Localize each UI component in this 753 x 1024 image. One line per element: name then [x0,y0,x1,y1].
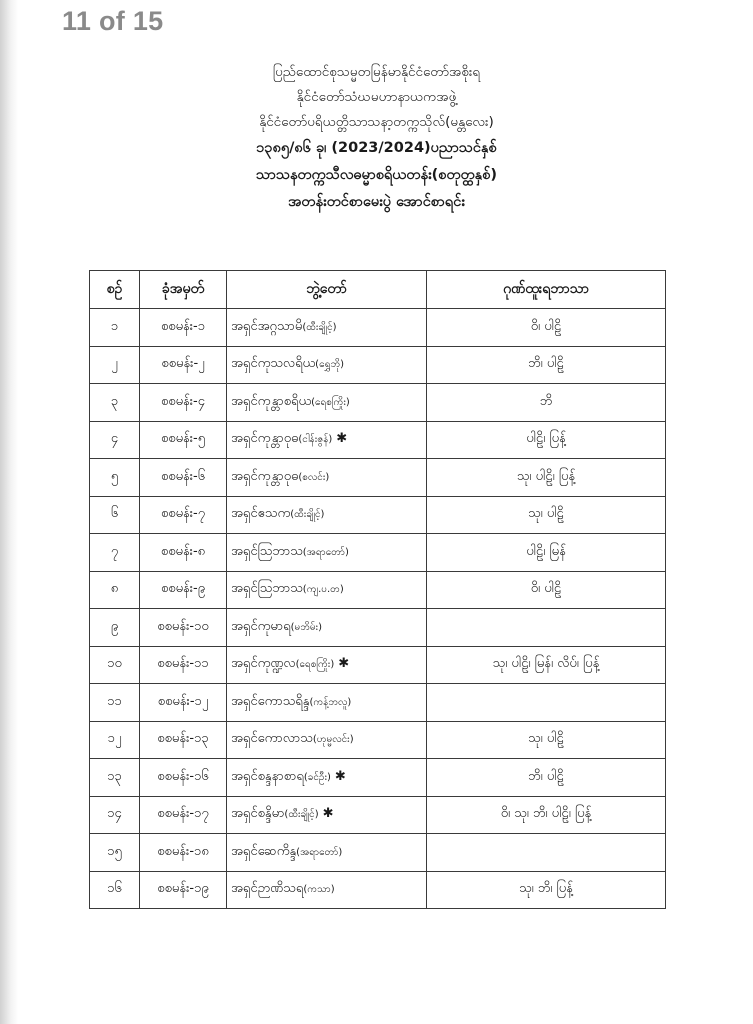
distinction-subjects [427,834,666,872]
monk-name: အရှင်ဩဘာသ [231,581,303,597]
monastery-place: (အရာတော်) [302,546,349,558]
distinction-subjects: ပါဠိ၊ မြန် [427,534,666,572]
table-row [90,796,666,834]
roll-number: စစမန်း-၁ [140,309,227,347]
monk-name: အရှင်ဩဘာသ [231,543,303,559]
distinction-subjects: သု၊ ပါဠိ၊ မြန်၊ လိပ်၊ ပြန့် [427,646,666,684]
monastery-place: (အရာတော်) [296,846,343,858]
serial-number: ၃ [90,384,140,422]
table-row [90,646,666,684]
distinction-subjects [427,684,666,722]
monk-name: အရှင်ကောလာသ [231,731,313,747]
monastery-place: (ရေစကြိုး) [295,659,335,671]
monk-name-cell [227,834,427,872]
monk-name: အရှင်ဉာဏိသရ [231,881,304,897]
monk-name: အရှင်ကုန္တာဝုဓ [231,468,299,484]
serial-number: ၇ [90,534,140,572]
table-row [90,384,666,422]
serial-number: ၅ [90,459,140,497]
monastery-place: (ကန့်ဘလူ) [309,696,352,708]
heading-exam-results: အတန်းတင်စာမေးပွဲ အောင်စာရင်း [288,194,465,210]
monastery-place: (ခင်ဦး) [303,771,331,783]
header-distinction-subjects: ဂုဏ်ထူးရဘာသာ [427,271,666,309]
page-counter: 11 of 15 [62,6,164,36]
header-monk-name: ဘွဲ့တော် [227,271,427,309]
monk-name: အရှင်အဂ္ဂသာမိ [231,318,303,334]
table-row [90,609,666,647]
monk-name-cell [227,684,427,722]
monastery-place: (ငါန်းဇွန်) [298,434,333,446]
table-header-row [90,271,666,309]
serial-number: ၉ [90,609,140,647]
star-mark-icon: ✱ [336,431,348,447]
monastery-place: (ကသာ) [303,884,335,896]
serial-number: ၁၀ [90,646,140,684]
roll-number: စစမန်း-၂ [140,346,227,384]
monastery-place: (ထီးချိုင့်) [284,809,319,821]
monk-name: အရှင်ကုဏ္ဍလ [231,656,296,672]
table-row [90,346,666,384]
roll-number: စစမန်း-၁၆ [140,759,227,797]
serial-number: ၄ [90,421,140,459]
roll-number: စစမန်း-၁၀ [140,609,227,647]
roll-number: စစမန်း-၁၈ [140,834,227,872]
distinction-subjects: ဝိ၊ ပါဠိ [427,309,666,347]
monk-name-cell [227,571,427,609]
monastery-place: (စလင်း) [298,471,330,483]
monk-name-cell [227,759,427,797]
distinction-subjects: ပါဠိ၊ ပြန့် [427,421,666,459]
table-row [90,496,666,534]
roll-number: စစမန်း-၅ [140,421,227,459]
monk-name-cell [227,609,427,647]
monk-name: အရှင်ကုန္တာဝုဓ [231,431,299,447]
monk-name: အရှင်ကုသလရိယ [231,356,316,372]
monastery-place: (ထီးချိုင့်) [302,321,337,333]
star-mark-icon: ✱ [322,806,334,822]
monk-name-cell [227,496,427,534]
distinction-subjects: ဘိ၊ ပါဠိ [427,759,666,797]
roll-number: စစမန်း-၈ [140,534,227,572]
header-roll-number: ခုံအမှတ် [140,271,227,309]
serial-number: ၁၂ [90,721,140,759]
roll-number: စစမန်း-၇ [140,496,227,534]
monastery-place: (ရေစကြိုး) [311,396,350,408]
monk-name-cell [227,721,427,759]
serial-number: ၂ [90,346,140,384]
monk-name-cell [227,871,427,909]
serial-number: ၈ [90,571,140,609]
serial-number: ၁၁ [90,684,140,722]
header-serial-number: စဉ် [90,271,140,309]
monk-name-cell [227,534,427,572]
roll-number: စစမန်း-၁၉ [140,871,227,909]
star-mark-icon: ✱ [338,656,350,672]
heading-government: ပြည်ထောင်စုသမ္မတမြန်မာနိုင်ငံတော်အစိုးရ [272,64,481,80]
monk-name: အရှင်စန္ဒိမာ [231,806,285,822]
distinction-subjects: သု၊ ပါဠိ၊ ပြန့် [427,459,666,497]
table-row [90,721,666,759]
table-row [90,684,666,722]
serial-number: ၆ [90,496,140,534]
heading-university: နိုင်ငံတော်ပရိယတ္တိသာသနာ့တက္ကသိုလ်(မန္တလေး) [259,114,494,130]
monastery-place: (မဘိမ်း) [290,621,322,633]
table-row [90,309,666,347]
table-row [90,759,666,797]
heading-academic-year: ၁၃၈၅/၈၆ ခု၊ (2023/2024)ပညာသင်နှစ် [256,140,497,156]
roll-number: စစမန်း-၆ [140,459,227,497]
roll-number: စစမန်း-၄ [140,384,227,422]
monastery-place: (ရွှေဘို) [315,359,344,371]
monk-name: အရှင်ကုမာရ [231,618,291,634]
distinction-subjects: ဘိ၊ ပါဠိ [427,346,666,384]
distinction-subjects: ဘိ [427,384,666,422]
serial-number: ၁ [90,309,140,347]
table-row [90,871,666,909]
distinction-subjects: သု၊ ဘိ၊ ပြန့် [427,871,666,909]
serial-number: ၁၅ [90,834,140,872]
monk-name-cell [227,384,427,422]
distinction-subjects: ဝိ၊ ပါဠိ [427,571,666,609]
monk-name: အရှင်ဧသက [231,506,291,522]
distinction-subjects [427,609,666,647]
monk-name-cell [227,421,427,459]
distinction-subjects: သု၊ ပါဠိ [427,721,666,759]
monk-name: အရှင်စန္ဒနာစာရ [231,768,304,784]
roll-number: စစမန်း-၉ [140,571,227,609]
serial-number: ၁၃ [90,759,140,797]
star-mark-icon: ✱ [334,768,346,784]
monk-name-cell [227,646,427,684]
roll-number: စစမန်း-၁၇ [140,796,227,834]
results-table [89,270,666,909]
roll-number: စစမန်း-၁၁ [140,646,227,684]
monk-name: အရှင်ဆေကိန္ဒ [231,843,297,859]
table-row [90,571,666,609]
document-heading [0,60,753,216]
monk-name-cell [227,459,427,497]
table-row [90,834,666,872]
heading-sangha-committee: နိုင်ငံတော်သံဃမဟာနာယကအဖွဲ့ [296,89,457,105]
roll-number: စစမန်း-၁၂ [140,684,227,722]
monk-name-cell [227,309,427,347]
roll-number: စစမန်း-၁၃ [140,721,227,759]
monastery-place: (ထီးချိုင့်) [290,509,325,521]
distinction-subjects: သု၊ ပါဠိ [427,496,666,534]
distinction-subjects: ဝိ၊ သု၊ ဘိ၊ ပါဠိ၊ ပြန့် [427,796,666,834]
monk-name-cell [227,346,427,384]
table-row [90,459,666,497]
serial-number: ၁၆ [90,871,140,909]
serial-number: ၁၄ [90,796,140,834]
heading-class: သာသနတက္ကသီလဓမ္မာစရိယတန်း(စတုတ္ထနှစ်) [256,167,497,183]
monastery-place: (ဟုမ္မလင်း) [312,734,354,746]
monk-name-cell [227,796,427,834]
monk-name: အရှင်ကုန္တာစရိယ [231,393,312,409]
monk-name: အရှင်ကောသရိန္ဒ [231,693,310,709]
table-row [90,534,666,572]
monastery-place: (ကျ.ပ.တ) [302,584,344,596]
table-row [90,421,666,459]
